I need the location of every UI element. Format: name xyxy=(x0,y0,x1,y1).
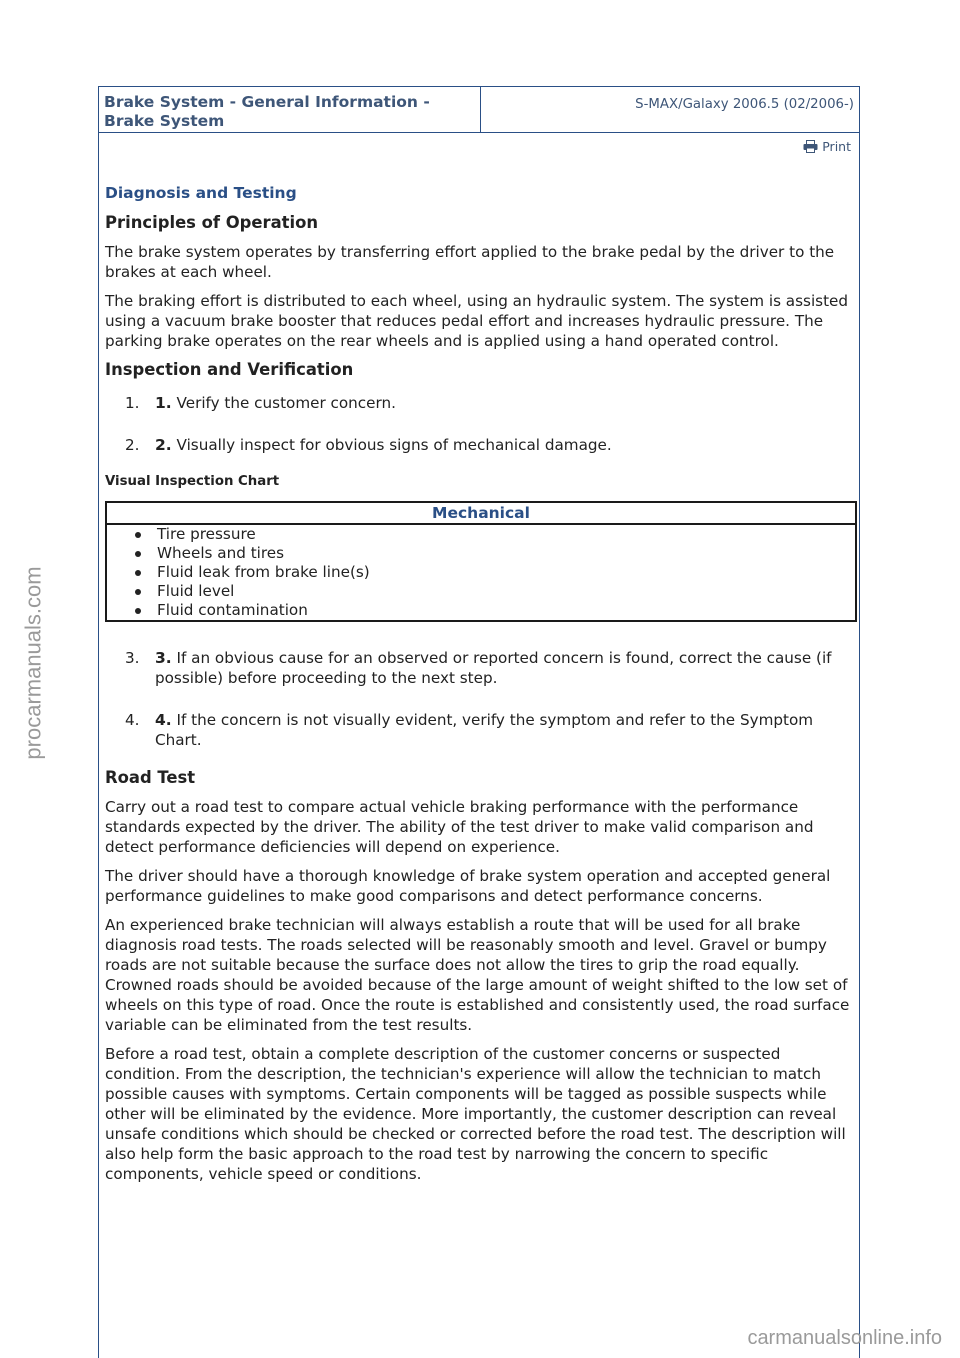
road-test-paragraph: Before a road test, obtain a complete description of the customer concerns or suspected condition. From the description, the technician's experience will allow the technician to match possible causes with symptoms. Certain components will be tagged as possible suspects while other will be eliminated by the evidence. More importantly, the customer description can reveal unsafe conditions which should be checked or corrected before the road test. The description will also help form the basic approach to the road test by narrowing the concern to specific components, vehicle speed or conditions. xyxy=(105,1045,846,1183)
list-item: Fluid level xyxy=(135,582,855,601)
step-number: 4. xyxy=(125,711,140,729)
principles-paragraph: The braking effort is distributed to each wheel, using an hydraulic system. The system is assisted using a vacuum brake booster that reduces pedal effort and increases hydraulic pressure. The parking brake operates on the rear wheels and is applied using a hand operated control. xyxy=(105,292,849,350)
step-bold: 2. xyxy=(155,436,172,454)
inspection-steps-a xyxy=(105,393,855,455)
step-item xyxy=(105,393,855,413)
step-number: 3. xyxy=(125,649,140,667)
road-test-paragraph: An experienced brake technician will always establish a route that will be used for all brake diagnosis road tests. The roads selected will be reasonably smooth and level. Gravel or bumpy roads are not suitable because the surface does not allow the tires to grip the road equally. Crowned roads should be avoided because of the large amount of weight shifted to the low set of wheels on this type of road. Once the route is established and consistently used, the road surface variable can be eliminated from the test results. xyxy=(105,916,850,1034)
print-button[interactable] xyxy=(803,139,851,154)
inspection-steps-b xyxy=(105,648,855,750)
step-body: Verify the customer concern. xyxy=(171,394,396,412)
step-item xyxy=(105,435,855,455)
step-bold: 1. xyxy=(155,394,172,412)
step-body: If the concern is not visually evident, verify the symptom and refer to the Symptom Chart. xyxy=(155,711,814,749)
list-item: Fluid leak from brake line(s) xyxy=(135,563,855,582)
chart-title: Visual Inspection Chart xyxy=(105,474,280,489)
document-body xyxy=(98,133,860,1358)
inspection-heading: Inspection and Verification xyxy=(105,360,354,379)
header-title xyxy=(99,87,481,132)
side-watermark xyxy=(10,548,58,778)
principles-heading: Principles of Operation xyxy=(105,213,319,232)
document-content xyxy=(105,184,855,1193)
step-number: 2. xyxy=(125,436,140,454)
visual-inspection-table xyxy=(105,501,857,622)
step-bold: 4. xyxy=(155,711,172,729)
list-item: Tire pressure xyxy=(135,525,855,544)
header-title-line1: Brake System - General Information - xyxy=(104,93,430,111)
section-title: Diagnosis and Testing xyxy=(105,184,297,202)
inspection-item-list xyxy=(135,525,855,620)
step-text xyxy=(155,393,396,413)
step-item xyxy=(105,710,855,750)
list-item: Wheels and tires xyxy=(135,544,855,563)
step-number: 1. xyxy=(125,394,140,412)
list-item: Fluid contamination xyxy=(135,601,855,620)
step-text xyxy=(155,710,855,750)
document-header xyxy=(98,86,860,133)
print-label: Print xyxy=(822,139,851,154)
step-body: If an obvious cause for an observed or reported concern is found, correct the cause (if possible) before proceeding to the next step. xyxy=(155,649,832,687)
principles-paragraph: The brake system operates by transferring effort applied to the brake pedal by the driver to the brakes at each wheel. xyxy=(105,243,835,281)
printer-icon xyxy=(803,140,818,153)
step-text xyxy=(155,435,612,455)
header-model: S-MAX/Galaxy 2006.5 (02/2006-) xyxy=(635,97,854,112)
step-bold: 3. xyxy=(155,649,172,667)
side-watermark-text: procarmanuals.com xyxy=(21,566,46,760)
step-body: Visually inspect for obvious signs of mechanical damage. xyxy=(171,436,612,454)
step-item xyxy=(105,648,855,688)
road-test-paragraph: The driver should have a thorough knowledge of brake system operation and accepted general performance guidelines to make good comparisons and detect performance concerns. xyxy=(105,867,831,905)
header-title-line2: Brake System xyxy=(104,112,225,130)
step-text xyxy=(155,648,855,688)
table-header: Mechanical xyxy=(106,502,856,524)
road-test-paragraph: Carry out a road test to compare actual vehicle braking performance with the performance standards expected by the driver. The ability of the test driver to make valid comparison and detect performance deficiencies will depend on experience. xyxy=(105,798,814,856)
road-test-heading: Road Test xyxy=(105,768,196,787)
footer-watermark: carmanualsonline.info xyxy=(747,1327,942,1349)
table-cell xyxy=(106,524,856,621)
